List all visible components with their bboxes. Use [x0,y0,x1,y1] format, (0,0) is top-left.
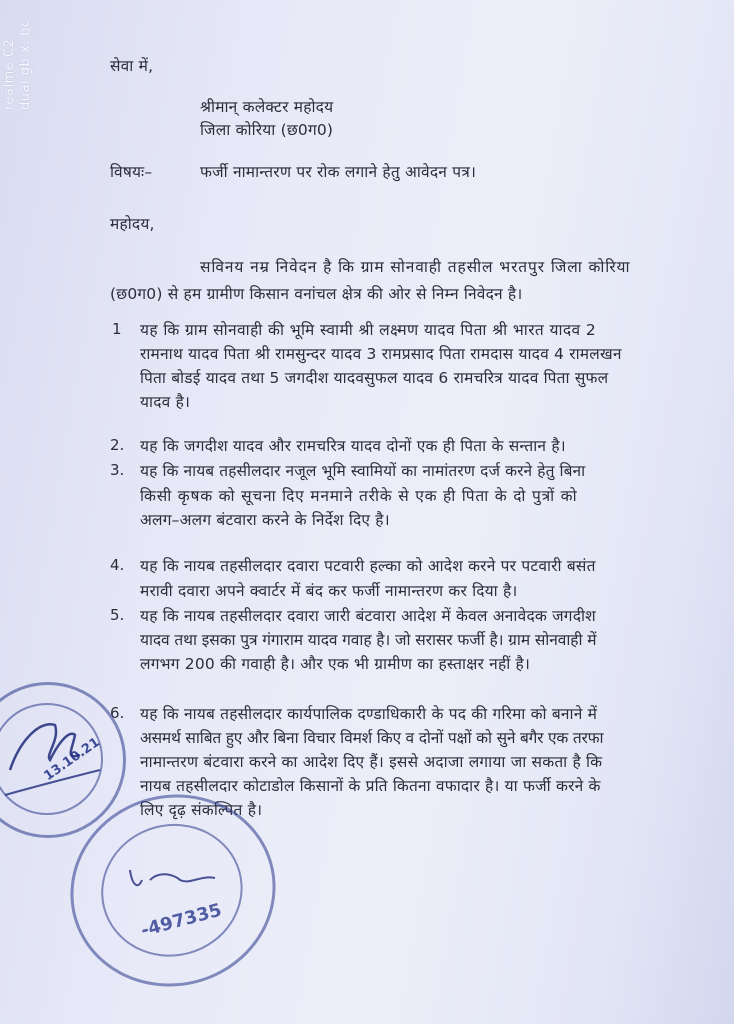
point-5-line-1: यह कि नायब तहसीलदार दवारा जारी बंटवारा आदेश में केवल अनावेदक जगदीश [140,607,596,625]
point-number: 5. [110,606,125,624]
point-1-line-2: रामनाथ यादव पिता श्री रामसुन्दर यादव 3 रामप्रसाद पिता रामदास यादव 4 रामलखन [140,345,622,363]
watermark-line-2: dual gb x. bc [18,19,33,110]
addressee-line-2: जिला कोरिया (छ0ग0) [200,121,334,139]
point-5-line-2: यादव तथा इसका पुत्र गंगाराम यादव गवाह है। जो सरासर फर्जी है। ग्राम सोनवाही में [140,631,597,649]
point-number: 2. [110,436,125,454]
point-6-line-4: नायब तहसीलदार कोटाडोल किसानों के प्रति कितना वफादार है। या फर्जी करने के [140,777,601,795]
point-2-line-1: यह कि जगदीश यादव और रामचरित्र यादव दोनों एक ही पिता के सन्तान है। [140,437,566,455]
point-1-line-1: यह कि ग्राम सोनवाही की भूमि स्वामी श्री लक्ष्मण यादव पिता श्री भारत यादव 2 [140,321,597,339]
subject-text: फर्जी नामान्तरण पर रोक लगाने हेतु आवेदन पत्र। [200,163,477,181]
watermark-line-1: realme C2 [2,38,17,110]
point-number: 6. [110,704,125,722]
point-5-line-3: लगभग 200 की गवाही है। और एक भी ग्रामीण का हस्ताक्षर नहीं है। [140,655,531,673]
point-6-line-1: यह कि नायब तहसीलदार कार्यपालिक दण्डाधिकारी के पद की गरिमा को बनाने में [140,705,598,723]
greeting: महोदय, [110,215,155,233]
intro-line-1: सविनय नम्र निवेदन है कि ग्राम सोनवाही तहसील भरतपुर जिला कोरिया [200,258,631,276]
point-3-line-2: किसी कृषक को सूचना दिए मनमाने तरीके से एक ही पिता के दो पुत्रों को [140,487,578,505]
point-1-line-4: यादव है। [140,393,191,411]
point-3-line-3: अलग–अलग बंटवारा करने के निर्देश दिए है। [140,511,390,529]
point-6-line-3: नामान्तरण बंटवारा करने का आदेश दिए हैं। इससे अदाजा लगाया जा सकता है कि [140,753,603,771]
addressee-line-1: श्रीमान् कलेक्टर महोदय [200,98,334,116]
point-4-line-2: मरावी दवारा अपने क्वार्टर में बंद कर फर्जी नामान्तरण कर दिया है। [140,582,518,600]
salutation-to: सेवा में, [110,57,154,75]
intro-line-2: (छ0ग0) से हम ग्रामीण किसान वनांचल क्षेत्र की ओर से निम्न निवेदन है। [110,285,523,303]
point-number: 4. [110,556,125,574]
point-6-line-5: लिए दृढ़ संकल्पित है। [140,801,263,819]
stamp-date: 13.10.21 [41,734,103,785]
signature-mark [0,700,110,810]
point-3-line-1: यह कि नायब तहसीलदार नजूल भूमि स्वामियों का नामांतरण दर्ज करने हेतु बिना [140,462,586,480]
point-4-line-1: यह कि नायब तहसीलदार दवारा पटवारी हल्का को आदेश करने पर पटवारी बसंत [140,557,596,575]
point-6-line-2: असमर्थ साबित हुए और बिना विचार विमर्श किए व दोनों पक्षों को सुने बगैर एक तरफा [140,729,604,747]
initials-mark [120,850,240,910]
point-1-line-3: पिता बोडई यादव तथा 5 जगदीश यादवसुफल यादव 6 रामचरित्र यादव पिता सुफल [140,369,609,387]
point-number: 3. [110,461,125,479]
camera-watermark [2,0,42,110]
stamp-pin-code: -497335 [138,899,224,942]
point-number: 1 [112,320,122,338]
subject-label: विषयः– [110,163,153,181]
